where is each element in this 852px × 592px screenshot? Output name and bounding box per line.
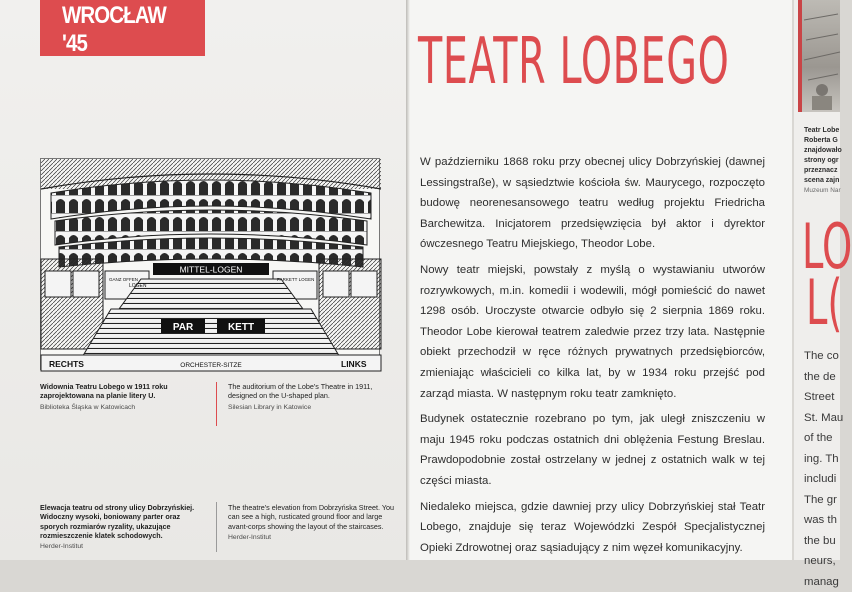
right-body-line-10: the bu (804, 531, 844, 552)
mittel-logen-label: MITTEL-LOGEN (180, 265, 243, 275)
paragraph-2: Nowy teatr miejski, powstały z myślą o wystawianiu utworów rozrywkowych, m.in. komedii i wodewili, mógł pomieścić do nawet 1298 osób. Uroczyste otwarcie odbyło się 2 sierpnia 1869 roku. Theodor Lobe kierował teatrem zaledwie przez trzy lata. Następnie obiekt przechodził w ręce różnych prywatnych przedsiębiorców, zmieniając właścicieli co kilka lat, by w 1934 roku przejść pod zarząd miasta. W następnym roku teatr zamknięto. (420, 260, 765, 404)
right-body-line-6: ing. Th (804, 449, 844, 470)
right-caption (804, 126, 844, 196)
center-panel (410, 0, 792, 560)
caption-bottom-en-source: Herder-Institut (228, 533, 396, 542)
parkett-left-label: PAR (173, 322, 194, 333)
parkett-right-label: KETT (228, 322, 254, 333)
caption-bottom-en-title: The theatre's elevation from Dobrzyńska Street. You can see a high, rusticated ground floor and large avant-corps showing the layout of the staircases. (228, 503, 396, 531)
caption-divider-bottom (216, 502, 217, 552)
right-caption-line-3: znajdowało (804, 146, 844, 156)
right-caption-line-2: Roberta G (804, 136, 844, 146)
right-photo-engraving (798, 0, 840, 112)
right-caption-line-6: scena zajn (804, 176, 844, 186)
logo-text: WROCŁAW '45 (62, 2, 184, 58)
auditorium-drawing (40, 158, 380, 370)
logen-label: LOGEN (129, 283, 147, 289)
orchester-label: ORCHESTER-SITZE (180, 362, 242, 369)
paragraph-1: W październiku 1868 roku przy obecnej ulicy Dobrzyńskiej (dawnej Lessingstraße), w sąsiedztwie kościoła św. Maurycego, rozpoczęto budowę neorenesansowego teatru według projektu Friedricha Barchewitza. Inicjatorem przedsięwzięcia był aktor i dyrektor ówczesnego Teatru Miejskiego, Theodor Lobe. (420, 152, 765, 255)
right-title-line-2: L( (806, 272, 842, 334)
right-body-line-2: the de (804, 367, 844, 388)
links-label: LINKS (341, 359, 367, 369)
paragraph-4: Niedaleko miejsca, gdzie dawniej przy ulicy Dobrzyńskiej stał Teatr Lobego, znajduje się teraz Wojewódzki Zespół Specjalistycznej Opieki Zdrowotnej oraz sąsiadujący z nim węzeł komunikacyjny. (420, 497, 765, 559)
left-panel (0, 0, 408, 560)
right-body-line-9: was th (804, 510, 844, 531)
ganz-offen-label: GANZ OFFEN (109, 277, 138, 282)
right-body-line-1: The co (804, 346, 844, 367)
right-caption-line-1: Teatr Lobe (804, 126, 844, 136)
caption-bottom-pl (40, 503, 210, 551)
caption-divider-top (216, 382, 217, 426)
paragraph-3: Budynek ostatecznie rozebrano po tym, jak uległ zniszczeniu w maju 1945 roku podczas ostatnich dni oblężenia Festung Breslau. Prawdopodobnie został ostrzelany w jednej z ostatnich walk w tej części miasta. (420, 409, 765, 491)
right-photo (798, 0, 840, 112)
caption-top-pl-source: Biblioteka Śląska w Katowicach (40, 403, 208, 412)
right-panel (794, 0, 840, 560)
wroclaw45-logo (40, 0, 205, 56)
right-caption-line-4: strony ogr (804, 156, 844, 166)
caption-bottom-en (228, 503, 396, 542)
right-body-line-12: manag (804, 572, 844, 592)
right-caption-line-5: przeznacz (804, 166, 844, 176)
right-caption-source: Muzeum Nar (804, 186, 844, 196)
parkett-logen-label: PARKETT LOGEN (277, 277, 314, 282)
right-body (804, 346, 844, 592)
caption-top-en (228, 382, 398, 412)
right-body-line-7: includi (804, 469, 844, 490)
right-body-line-4: St. Mau (804, 408, 844, 429)
right-body-line-3: Street (804, 387, 844, 408)
caption-top-pl (40, 382, 208, 412)
article-body (420, 152, 765, 563)
right-title-line-1: LO (802, 216, 852, 278)
right-photo-accent (798, 0, 802, 112)
right-body-line-11: neurs, (804, 551, 844, 572)
caption-top-en-title: The auditorium of the Lobe's Theatre in 1911, designed on the U-shaped plan. (228, 382, 398, 401)
auditorium-illustration (41, 159, 381, 371)
rechts-label: RECHTS (49, 359, 84, 369)
caption-top-en-source: Silesian Library in Katowice (228, 403, 398, 412)
caption-bottom-pl-source: Herder-Institut (40, 542, 210, 551)
page-title: TEATR LOBEGO (418, 30, 729, 94)
right-body-line-5: of the (804, 428, 844, 449)
caption-top-pl-title: Widownia Teatru Lobego w 1911 roku zaprojektowana na planie litery U. (40, 382, 208, 401)
right-body-line-8: The gr (804, 490, 844, 511)
caption-bottom-pl-title: Elewacja teatru od strony ulicy Dobrzyńskiej. Widoczny wysoki, boniowany parter oraz sporych rozmiarów ryzality, ukazujące rozmieszczenie klatek schodowych. (40, 503, 210, 540)
